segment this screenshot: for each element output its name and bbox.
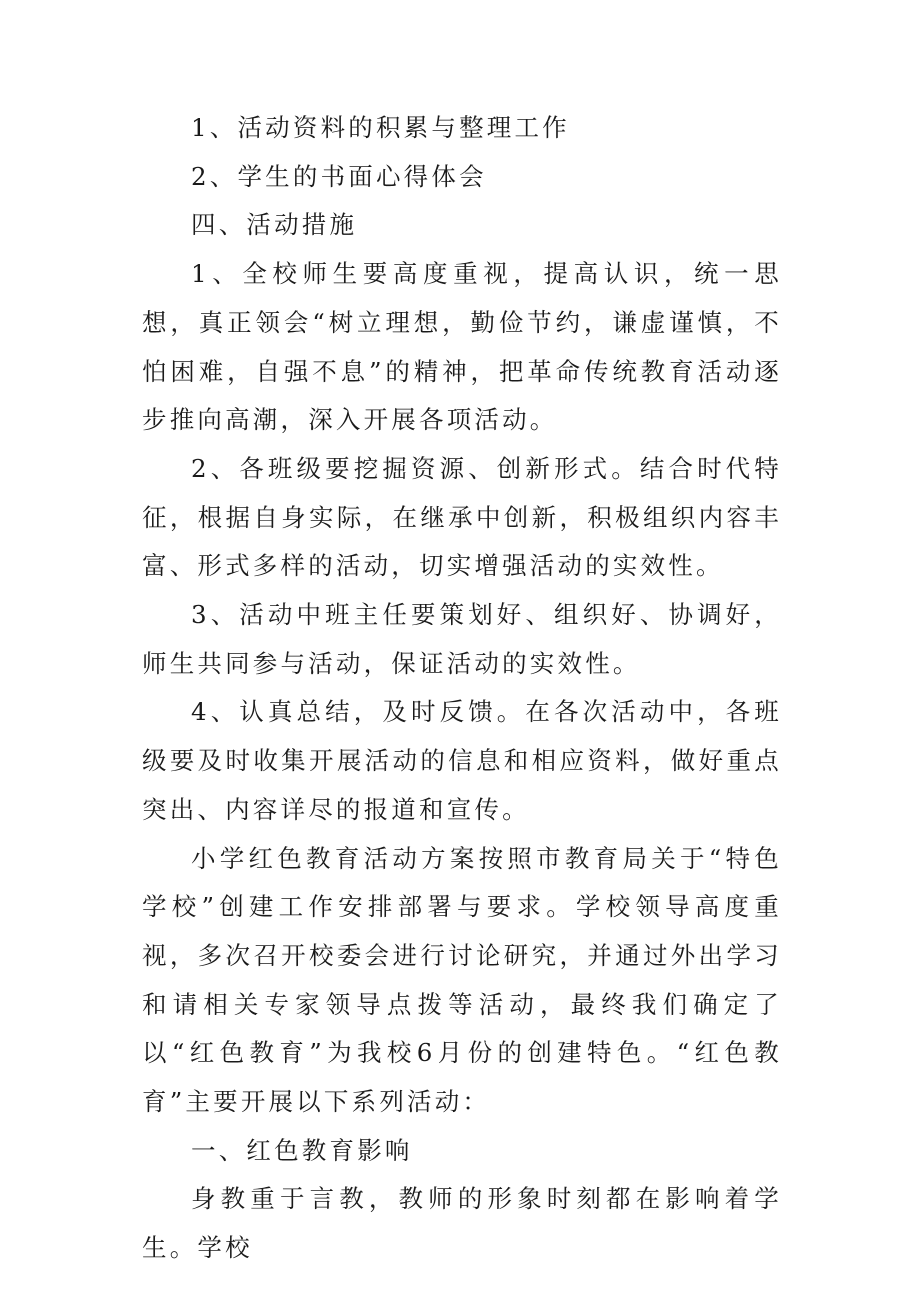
- intro-paragraph: 小学红色教育活动方案按照市教育局关于“特色学校”创建工作安排部署与要求。学校领导高度重视，多次召开校委会进行讨论研究，并通过外出学习和请相关专家领导点拨等活动，最终我们确定了以“红色教育”为我校6月份的创建特色。“红色教育”主要开展以下系列活动：: [142, 843, 782, 1117]
- measure-paragraph-4: 4、认真总结，及时反馈。在各次活动中，各班级要及时收集开展活动的信息和相应资料，做好重点突出、内容详尽的报道和宣传。: [142, 697, 782, 824]
- measure-paragraph-2: 2、各班级要挖掘资源、创新形式。结合时代特征，根据自身实际，在继承中创新，积极组织内容丰富、形式多样的活动，切实增强活动的实效性。: [142, 453, 782, 581]
- section-heading-influence: 一、红色教育影响: [191, 1135, 413, 1165]
- measure-paragraph-3: 3、活动中班主任要策划好、组织好、协调好，师生共同参与活动，保证活动的实效性。: [142, 600, 782, 678]
- paragraph-item-1: 1、活动资料的积累与整理工作: [191, 113, 570, 142]
- document-body: [142, 104, 782, 1273]
- body-paragraph: 身教重于言教，教师的形象时刻都在影响着学生。学校: [142, 1184, 782, 1263]
- section-heading-measures: 四、活动措施: [191, 210, 358, 240]
- paragraph-item-2: 2、学生的书面心得体会: [191, 161, 487, 191]
- measure-paragraph-1: 1、全校师生要高度重视，提高认识，统一思想，真正领会“树立理想，勤俭节约，谦虚谨慎，不怕困难，自强不息”的精神，把革命传统教育活动逐步推向高潮，深入开展各项活动。: [142, 259, 782, 435]
